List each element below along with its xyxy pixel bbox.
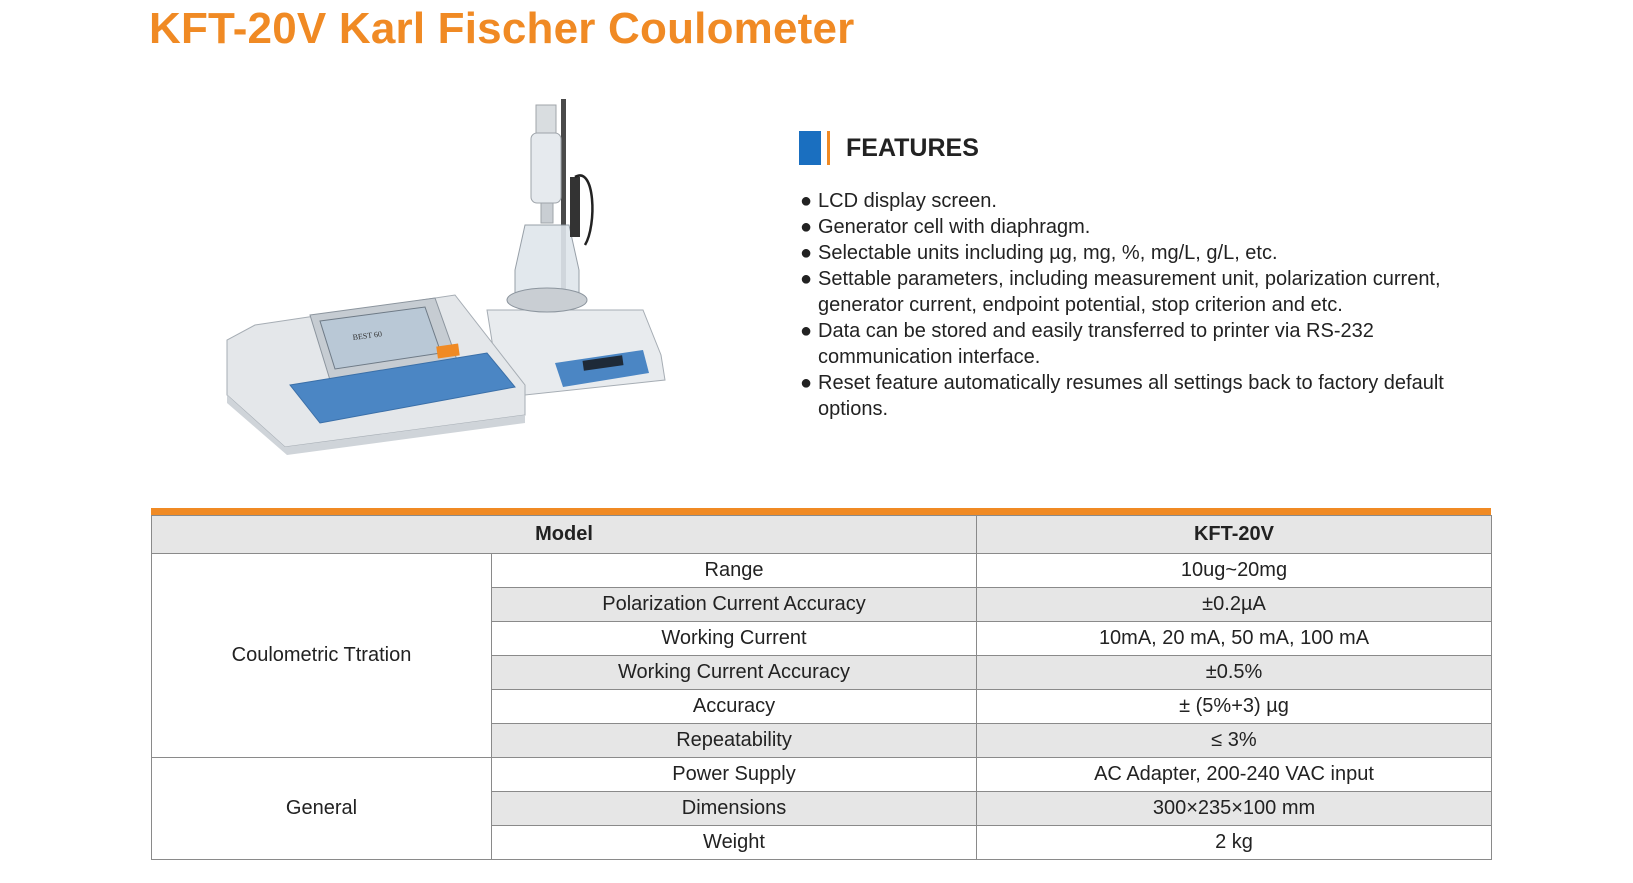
spec-table bbox=[151, 515, 1492, 860]
heading-blue-marker bbox=[799, 131, 821, 165]
value-cell: 10ug~20mg bbox=[977, 554, 1492, 588]
bullet-icon: ● bbox=[800, 372, 813, 394]
value-cell: ± (5%+3) µg bbox=[977, 690, 1492, 724]
param-cell: Accuracy bbox=[492, 690, 977, 724]
param-cell: Working Current bbox=[492, 622, 977, 656]
heading-orange-divider bbox=[827, 131, 830, 165]
feature-text-line: generator current, endpoint potential, stop criterion and etc. bbox=[818, 294, 1343, 316]
feature-item bbox=[800, 266, 1510, 318]
spec-table-container bbox=[151, 508, 1491, 860]
param-cell: Dimensions bbox=[492, 792, 977, 826]
feature-text-line: Selectable units including µg, mg, %, mg/L, g/L, etc. bbox=[818, 242, 1278, 264]
value-cell: 2 kg bbox=[977, 826, 1492, 860]
group-label: Coulometric Ttration bbox=[152, 554, 492, 758]
value-cell: ±0.5% bbox=[977, 656, 1492, 690]
param-cell: Polarization Current Accuracy bbox=[492, 588, 977, 622]
feature-text-line: options. bbox=[818, 398, 889, 420]
bullet-icon: ● bbox=[800, 242, 813, 264]
feature-text-line: Settable parameters, including measurement unit, polarization current, bbox=[818, 268, 1441, 290]
param-cell: Working Current Accuracy bbox=[492, 656, 977, 690]
param-cell: Power Supply bbox=[492, 758, 977, 792]
feature-item bbox=[800, 214, 1510, 240]
table-row bbox=[152, 554, 1492, 588]
value-cell: ±0.2µA bbox=[977, 588, 1492, 622]
page-title: KFT-20V Karl Fischer Coulometer bbox=[149, 4, 855, 53]
feature-text-line: Reset feature automatically resumes all settings back to factory default bbox=[818, 372, 1444, 394]
device-screen-text: BEST 60 bbox=[352, 329, 383, 342]
feature-item bbox=[800, 318, 1510, 370]
feature-text-line: communication interface. bbox=[818, 346, 1041, 368]
feature-item bbox=[800, 370, 1510, 422]
value-cell: 10mA, 20 mA, 50 mA, 100 mA bbox=[977, 622, 1492, 656]
param-cell: Repeatability bbox=[492, 724, 977, 758]
header-model-value: KFT-20V bbox=[977, 516, 1492, 554]
coulometer-illustration bbox=[225, 95, 705, 475]
feature-text-line: Data can be stored and easily transferred to printer via RS-232 bbox=[818, 320, 1374, 342]
bullet-icon: ● bbox=[800, 268, 813, 290]
features-list bbox=[800, 188, 1510, 422]
feature-item bbox=[800, 188, 1510, 214]
bullet-icon: ● bbox=[800, 216, 813, 238]
bullet-icon: ● bbox=[800, 320, 813, 342]
feature-text-line: LCD display screen. bbox=[818, 190, 997, 212]
table-header-row bbox=[152, 516, 1492, 554]
features-heading bbox=[799, 130, 979, 166]
group-label: General bbox=[152, 758, 492, 860]
table-row bbox=[152, 758, 1492, 792]
product-image bbox=[225, 95, 705, 475]
value-cell: AC Adapter, 200-240 VAC input bbox=[977, 758, 1492, 792]
feature-text-line: Generator cell with diaphragm. bbox=[818, 216, 1091, 238]
value-cell: ≤ 3% bbox=[977, 724, 1492, 758]
features-heading-text: FEATURES bbox=[846, 133, 979, 162]
param-cell: Weight bbox=[492, 826, 977, 860]
param-cell: Range bbox=[492, 554, 977, 588]
header-model: Model bbox=[152, 516, 977, 554]
bullet-icon: ● bbox=[800, 190, 813, 212]
value-cell: 300×235×100 mm bbox=[977, 792, 1492, 826]
feature-item bbox=[800, 240, 1510, 266]
